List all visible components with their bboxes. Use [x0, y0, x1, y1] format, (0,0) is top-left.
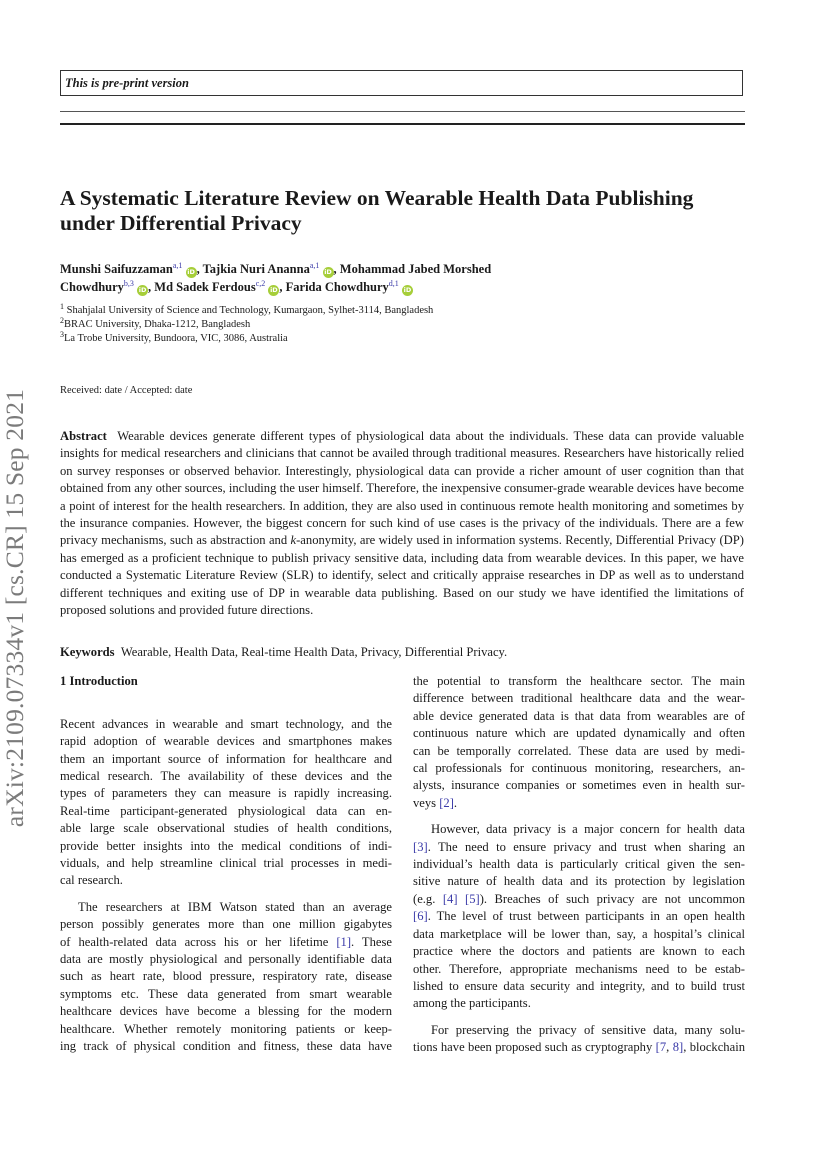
citation-link[interactable]: [1] — [336, 934, 352, 949]
text-line: such as heart rate, blood pressure, respiratory rate, disease — [60, 969, 392, 984]
text-line: For preserving the privacy of sensitive data, many solu- — [431, 1022, 745, 1037]
text-line: difference between traditional healthcare data and the wear- — [413, 691, 745, 706]
author-name: Mohammad Jabed Morshed — [339, 262, 492, 276]
affiliation-sup: 3 — [60, 330, 64, 339]
keywords-text: Wearable, Health Data, Real-time Health Data, Privacy, Differential Privacy. — [120, 645, 508, 659]
text-line — [413, 1039, 745, 1056]
text-line: cal professionals for continuous monitoring, researchers, an- — [413, 761, 745, 776]
text-span: , blockchain — [683, 1040, 745, 1055]
paragraph — [60, 899, 392, 1056]
affiliation-text: BRAC University, Dhaka-1212, Bangladesh — [64, 319, 251, 330]
text-line: alysts, insurance companies or sometimes even in health sur- — [413, 778, 745, 793]
abstract-k: k — [290, 533, 297, 548]
citation-link[interactable]: [6] — [413, 909, 428, 924]
author-affil-sup: b,3 — [123, 278, 134, 288]
abstract-text-2: -anonymity, are widely used in information systems. Recently, Differential Privacy (DP) has emerged as a proficient technique to publish privacy sensitive data, including data from wearable devices. In this paper, we have conducted a Systematic Literature Review (SLR) to identify, select and critically appraise researches in DP as well as to understand different techniques and exiting use of DP in wearable data publishing. Based on our study we have identified the limitations of proposed solutions and provided future directions. — [60, 533, 744, 618]
text-span: . The level of trust between participants in an open health — [427, 909, 745, 924]
text-line — [413, 908, 745, 925]
text-line: types of parameters they can measure is rapidly increasing. — [60, 786, 392, 801]
text-line: data marketplace will be lower than, say, a hospital’s clinical — [413, 926, 745, 941]
abstract-label: Abstract — [60, 429, 107, 443]
affiliation-sup: 1 — [60, 302, 64, 311]
text-line: lished to ensure data security and integrity, and to build trust — [413, 978, 745, 993]
text-line — [413, 795, 745, 812]
text-span: of health-related data across his or her lifetime — [60, 934, 337, 949]
text-line: the potential to transform the healthcare sector. The main — [413, 674, 745, 688]
affiliation-text: La Trobe University, Bundoora, VIC, 3086, Australia — [64, 333, 288, 344]
affiliation-list — [60, 304, 433, 346]
text-line — [413, 891, 745, 908]
abstract — [60, 428, 744, 619]
text-line: data are mostly physiological and personally identifiable data — [60, 952, 392, 967]
orcid-icon[interactable]: iD — [187, 268, 195, 276]
text-span: veys — [413, 795, 440, 810]
text-span: tions have been proposed such as cryptography — [413, 1040, 656, 1055]
text-line: cal research. — [60, 873, 123, 888]
text-line: individual’s health data is particularly critical given the sen- — [413, 857, 745, 872]
paragraph — [413, 821, 745, 1012]
text-line: Real-time participant-generated physiological data can en- — [60, 803, 392, 818]
text-line: The researchers at IBM Watson stated than an average — [78, 899, 392, 914]
orcid-icon[interactable]: iD — [403, 285, 412, 294]
text-line: continuous nature which are updated dynamically and often — [413, 726, 745, 741]
text-span: , — [666, 1040, 673, 1055]
citation-link[interactable]: [5] — [465, 891, 480, 906]
title-line-2: under Differential Privacy — [60, 211, 302, 235]
affiliation — [60, 318, 433, 332]
text-line: sitive nature of health data and its protection by legislation — [413, 874, 745, 889]
preprint-label: This is pre-print version — [65, 76, 189, 90]
text-span: . — [453, 795, 458, 810]
author-name: Tajkia Nuri Ananna — [202, 262, 310, 276]
header-rule-thick — [60, 123, 745, 125]
text-line — [60, 934, 392, 951]
orcid-icon[interactable]: iD — [138, 285, 147, 294]
header-rule-thin — [60, 111, 745, 112]
affiliation-text: Shahjalal University of Science and Technology, Kumargaon, Sylhet-3114, Bangladesh — [64, 305, 434, 316]
section-heading: 1 Introduction — [60, 674, 138, 688]
paragraph — [60, 716, 392, 890]
text-line: medical research. The availability of these devices and the — [60, 769, 392, 784]
text-line: able device generated data is that data from wearables are of — [413, 708, 745, 723]
citation-link[interactable]: 8] — [672, 1040, 684, 1055]
affiliation-sup: 2 — [60, 316, 64, 325]
text-line: other. Therefore, appropriate mechanisms need to be estab- — [413, 961, 745, 976]
citation-link[interactable]: [7 — [655, 1040, 667, 1055]
keywords — [60, 645, 750, 660]
received-date: Received: date / Accepted: date — [60, 385, 193, 396]
author-list: Munshi Saifuzzaman$^{a,1}$ iD , Tajkia Nuri Ananna$^{a,1}$ iD , Mohammad Jabed Morshed Chowdhury$^{b,3}$ iD , Md Sadek Ferdous$^{c,2}$ iD , Farida Chowdhury$^{d,1}$ iD — [60, 261, 492, 294]
paper-title — [60, 186, 750, 236]
text-line: symptoms etc. These data generated from smart wearable — [60, 986, 392, 1001]
text-span: . The need to ensure privacy and trust when sharing an — [427, 839, 745, 854]
text-line: healthcare devices have become a blessing for the modern — [60, 1004, 392, 1019]
text-line — [413, 839, 745, 856]
text-line: able large scale observational studies of health conditions, — [60, 821, 392, 836]
abstract-text-1: Wearable devices generate different types of physiological data about the individuals. These data can provide valuable insights for medical researchers and clinicians that cannot be availed through traditional measures. Researchers have historically relied on survey responses or observed behavior. Interestingly, physiological data can provide a richer amount of user cognition than that obtained from any other sources, including the user himself. Therefore, the inexpensive consumer-grade wearable devices have become a point of interest for the health researchers. In addition, they are also used in continuous remote health monitoring and sometimes by the insurance companies. However, the biggest concern for such kind of use cases is the privacy of the individuals. There are a few privacy mechanisms, such as abstraction and — [60, 429, 744, 548]
text-line: ing track of physical condition and fitness, these data have — [60, 1039, 392, 1054]
author-name: Munshi Saifuzzaman — [60, 262, 173, 276]
text-span — [458, 892, 465, 906]
author-name: Farida Chowdhury — [285, 279, 389, 294]
text-span: ). Breaches of such privacy are not uncommon — [479, 891, 745, 906]
text-span: (e.g. — [413, 891, 443, 906]
arxiv-stamp-text: arXiv:2109.07334v1 [cs.CR] 15 Sep 2021 — [0, 388, 29, 828]
text-line: person possibly generates more than one million gigabytes — [60, 917, 392, 932]
text-line: However, data privacy is a major concern for health data — [431, 822, 745, 837]
author-affil-sup: a,1 — [309, 261, 320, 270]
citation-link[interactable]: [3] — [413, 839, 428, 854]
text-line: can be temporally correlated. These data are used by medi- — [413, 743, 745, 758]
text-line: provide better insights into the medical conditions of indi- — [60, 838, 392, 853]
paragraph — [413, 673, 745, 812]
text-line: them an important source of information for healthcare and — [60, 751, 392, 766]
preprint-header-box — [60, 70, 743, 96]
text-line: viduals, and help streamline clinical trial processes in medi- — [60, 856, 392, 871]
affiliation — [60, 332, 433, 346]
keywords-label: Keywords — [60, 645, 115, 659]
orcid-icon[interactable]: iD — [324, 268, 332, 276]
author-affil-sup: d,1 — [388, 278, 399, 288]
paragraph — [413, 1022, 745, 1057]
text-line: healthcare. Whether remotely monitoring patients or keep- — [60, 1021, 392, 1036]
title-line-1: A Systematic Literature Review on Wearable Health Data Publishing — [60, 186, 694, 210]
author-affil-sup: c,2 — [255, 278, 266, 288]
author-affil-sup: a,1 — [172, 261, 183, 270]
text-line: Recent advances in wearable and smart technology, and the — [60, 716, 392, 731]
author-name: Md Sadek Ferdous — [154, 279, 256, 294]
affiliation — [60, 304, 433, 318]
citation-link[interactable]: [2] — [439, 795, 454, 810]
citation-link[interactable]: [4] — [442, 891, 458, 906]
text-line: practice where the doctors and patients are known to each — [413, 944, 745, 959]
text-span: . These — [351, 934, 393, 949]
text-line: among the participants. — [413, 996, 531, 1011]
body-column-right — [413, 673, 745, 1057]
orcid-icon[interactable]: iD — [270, 285, 278, 294]
author-name-cont: Chowdhury — [60, 279, 124, 294]
text-line: rapid adoption of wearable devices and smartphones makes — [60, 734, 392, 749]
body-column-left — [60, 673, 392, 1056]
